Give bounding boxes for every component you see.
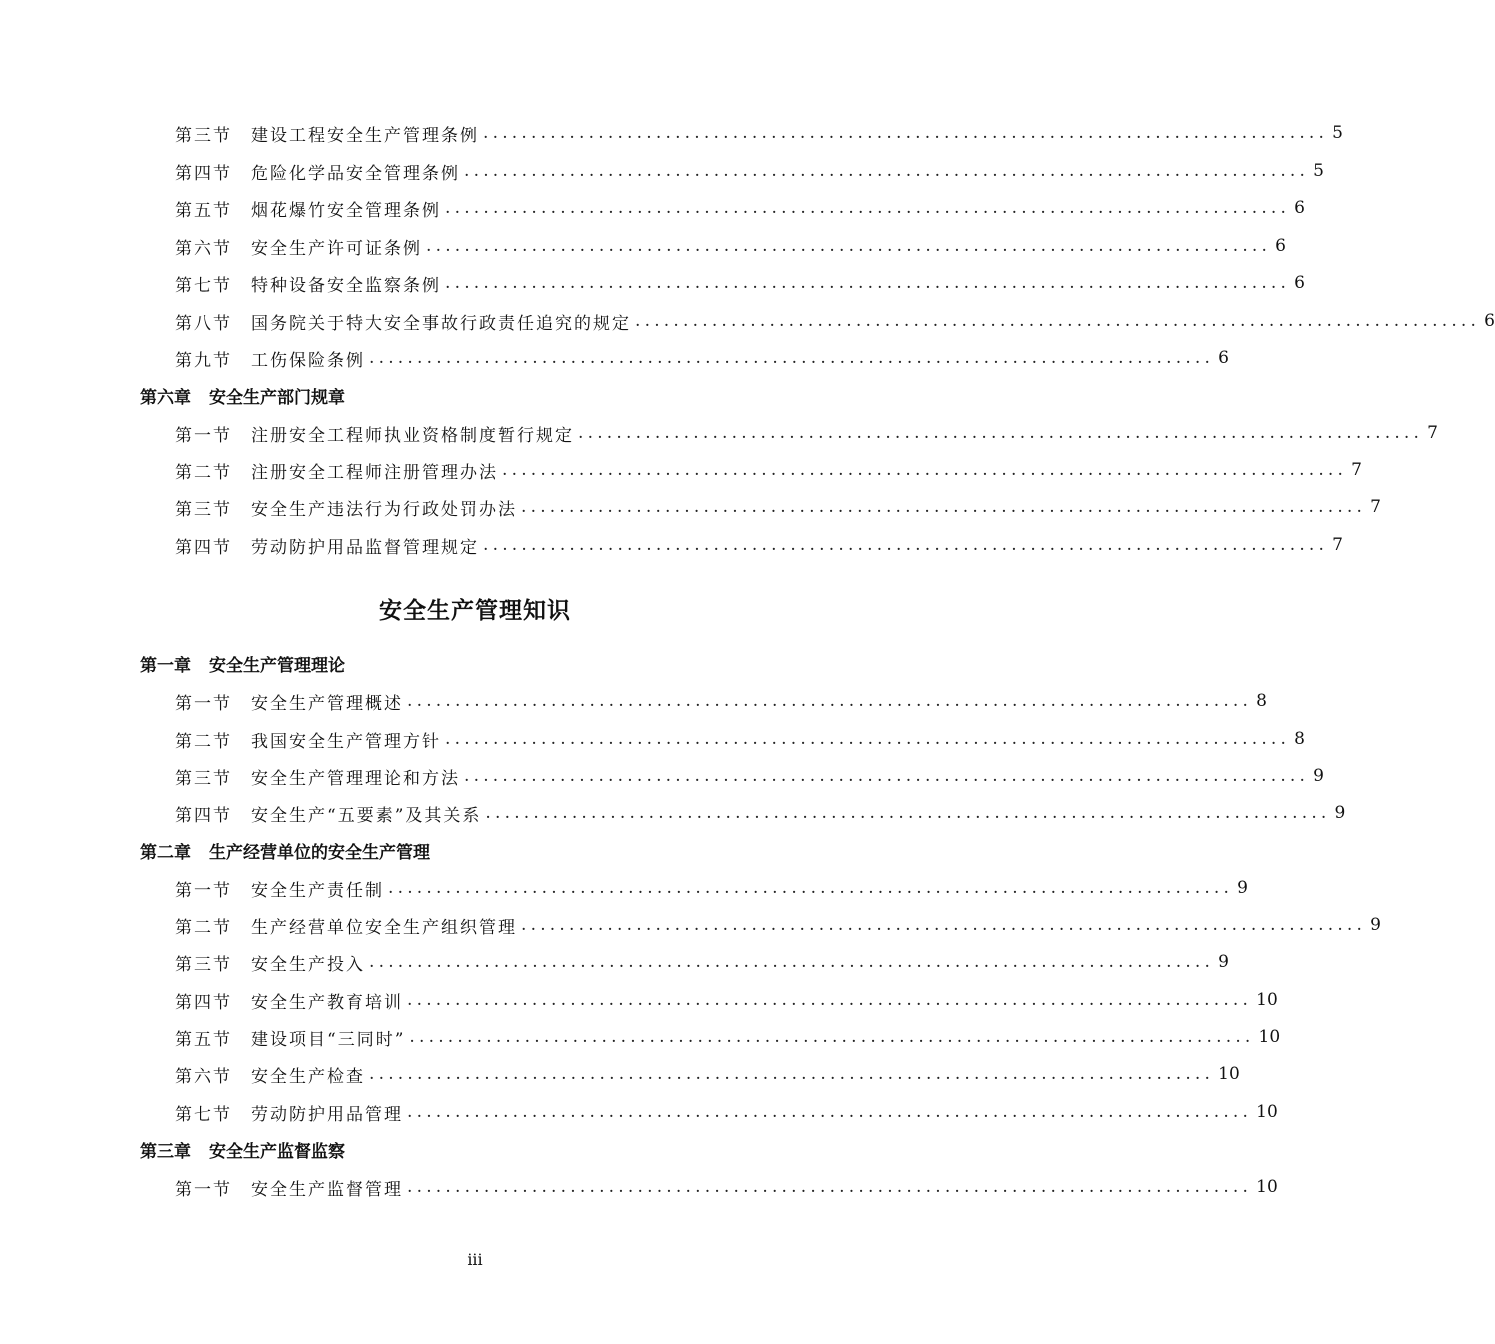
- section-title: 建设工程安全生产管理条例: [251, 125, 479, 146]
- page-ref: 10: [1256, 1102, 1278, 1122]
- dot-leader: ........................................................................................: [483, 123, 1329, 143]
- dot-leader: ........................................................................................: [464, 161, 1310, 181]
- section-number: 第五节: [175, 1029, 232, 1050]
- chapter-heading[interactable]: [140, 838, 430, 862]
- dot-leader: ........................................................................................: [407, 691, 1253, 711]
- chapter-title: 安全生产管理理论: [209, 655, 345, 676]
- toc-entry[interactable]: [175, 346, 1229, 371]
- toc-entry[interactable]: [175, 458, 1362, 483]
- section-number: 第一节: [175, 880, 232, 901]
- toc-entry[interactable]: [175, 988, 1278, 1013]
- page-ref: 9: [1370, 915, 1381, 935]
- page-ref: 7: [1427, 423, 1438, 443]
- toc-entry[interactable]: [175, 121, 1343, 146]
- page-ref: 5: [1313, 161, 1324, 181]
- section-title: 安全生产责任制: [251, 880, 384, 901]
- section-title: 国务院关于特大安全事故行政责任追究的规定: [251, 313, 631, 334]
- section-title: 工伤保险条例: [251, 350, 365, 371]
- section-number: 第九节: [175, 350, 232, 371]
- page-number: iii: [467, 1250, 483, 1269]
- page-ref: 9: [1237, 878, 1248, 898]
- section-number: 第七节: [175, 275, 232, 296]
- toc-entry[interactable]: [175, 950, 1229, 975]
- page-ref: 9: [1334, 803, 1346, 823]
- page-ref: 6: [1484, 311, 1495, 331]
- dot-leader: ........................................................................................: [502, 460, 1348, 480]
- page-ref: 6: [1218, 348, 1229, 368]
- dot-leader: ........................................................................................: [445, 273, 1291, 293]
- dot-leader: ........................................................................................: [485, 803, 1331, 823]
- toc-entry[interactable]: [175, 495, 1381, 520]
- toc-entry[interactable]: [175, 1062, 1240, 1087]
- section-title: 安全生产许可证条例: [251, 238, 422, 259]
- section-number: 第三节: [175, 125, 232, 146]
- page-ref: 7: [1370, 497, 1381, 517]
- section-number: 第三节: [175, 499, 232, 520]
- dot-leader: ........................................................................................: [521, 915, 1367, 935]
- section-title: 安全生产违法行为行政处罚办法: [251, 499, 517, 520]
- section-number: 第一节: [175, 693, 232, 714]
- chapter-heading[interactable]: [140, 651, 345, 675]
- chapter-number: 第二章: [140, 842, 191, 863]
- section-title: 我国安全生产管理方针: [251, 731, 441, 752]
- section-number: 第四节: [175, 992, 232, 1013]
- section-number: 第四节: [175, 163, 232, 184]
- page-ref: 6: [1275, 236, 1286, 256]
- section-title: 安全生产检查: [251, 1066, 365, 1087]
- toc-entry[interactable]: [175, 764, 1324, 789]
- toc-entry[interactable]: [175, 159, 1324, 184]
- dot-leader: ........................................................................................: [407, 990, 1253, 1010]
- section-title: 安全生产投入: [251, 954, 365, 975]
- dot-leader: ........................................................................................: [521, 497, 1367, 517]
- chapter-title: 生产经营单位的安全生产管理: [209, 842, 430, 863]
- section-number: 第二节: [175, 917, 232, 938]
- page-ref: 9: [1218, 952, 1229, 972]
- section-number: 第七节: [175, 1104, 232, 1125]
- toc-entry[interactable]: [175, 876, 1248, 901]
- toc-entry[interactable]: [175, 1175, 1278, 1200]
- page-ref: 5: [1332, 123, 1343, 143]
- dot-leader: ........................................................................................: [483, 535, 1329, 555]
- page-ref: 8: [1294, 729, 1305, 749]
- section-title: 注册安全工程师注册管理办法: [251, 462, 498, 483]
- section-title: 烟花爆竹安全管理条例: [251, 200, 441, 221]
- section-number: 第六节: [175, 1066, 232, 1087]
- dot-leader: ........................................................................................: [445, 729, 1291, 749]
- dot-leader: ........................................................................................: [409, 1027, 1255, 1047]
- section-title: 生产经营单位安全生产组织管理: [251, 917, 517, 938]
- section-number: 第八节: [175, 313, 232, 334]
- section-title: 危险化学品安全管理条例: [251, 163, 460, 184]
- toc-entry[interactable]: [175, 689, 1267, 714]
- page-ref: 7: [1332, 535, 1343, 555]
- chapter-title: 安全生产监督监察: [209, 1141, 345, 1162]
- page-ref: 10: [1256, 1177, 1278, 1197]
- section-title: 建设项目“三同时”: [251, 1029, 406, 1050]
- page-ref: 7: [1351, 460, 1362, 480]
- page-ref: 6: [1294, 198, 1305, 218]
- toc-entry[interactable]: [175, 801, 1346, 826]
- section-number: 第四节: [175, 805, 232, 826]
- toc-entry[interactable]: [175, 1100, 1278, 1125]
- dot-leader: ........................................................................................: [426, 236, 1272, 256]
- page-ref: 10: [1258, 1027, 1281, 1047]
- toc-entry[interactable]: [175, 913, 1381, 938]
- section-number: 第二节: [175, 731, 232, 752]
- section-title: 安全生产“五要素”及其关系: [251, 805, 482, 826]
- section-title: 安全生产管理理论和方法: [251, 768, 460, 789]
- dot-leader: ........................................................................................: [369, 1064, 1215, 1084]
- section-number: 第四节: [175, 537, 232, 558]
- dot-leader: ........................................................................................: [369, 952, 1215, 972]
- page-ref: 9: [1313, 766, 1324, 786]
- chapter-number: 第一章: [140, 655, 191, 676]
- toc-entry[interactable]: [175, 727, 1305, 752]
- dot-leader: ........................................................................................: [407, 1102, 1253, 1122]
- section-number: 第一节: [175, 1179, 232, 1200]
- toc-entry[interactable]: [175, 309, 1495, 334]
- section-number: 第三节: [175, 768, 232, 789]
- toc-entry[interactable]: [175, 196, 1305, 221]
- dot-leader: ........................................................................................: [445, 198, 1291, 218]
- section-number: 第五节: [175, 200, 232, 221]
- section-title: 劳动防护用品管理: [251, 1104, 403, 1125]
- chapter-heading[interactable]: [140, 1137, 345, 1161]
- dot-leader: ........................................................................................: [635, 311, 1481, 331]
- section-number: 第三节: [175, 954, 232, 975]
- section-title: 劳动防护用品监督管理规定: [251, 537, 479, 558]
- section-title: 安全生产监督管理: [251, 1179, 403, 1200]
- dot-leader: ........................................................................................: [464, 766, 1310, 786]
- section-title: 注册安全工程师执业资格制度暂行规定: [251, 425, 574, 446]
- section-number: 第一节: [175, 425, 232, 446]
- toc-entry[interactable]: [175, 533, 1343, 558]
- chapter-number: 第六章: [140, 387, 191, 408]
- toc-entry[interactable]: [175, 234, 1286, 259]
- dot-leader: ........................................................................................: [407, 1177, 1253, 1197]
- section-title: 特种设备安全监察条例: [251, 275, 441, 296]
- chapter-number: 第三章: [140, 1141, 191, 1162]
- chapter-heading[interactable]: [140, 383, 345, 407]
- section-title: 安全生产管理概述: [251, 693, 403, 714]
- section-number: 第二节: [175, 462, 232, 483]
- chapter-title: 安全生产部门规章: [209, 387, 345, 408]
- section-title: 安全生产教育培训: [251, 992, 403, 1013]
- page-ref: 8: [1256, 691, 1267, 711]
- section-number: 第六节: [175, 238, 232, 259]
- page-ref: 10: [1256, 990, 1278, 1010]
- dot-leader: ........................................................................................: [388, 878, 1234, 898]
- toc-entry[interactable]: [175, 1025, 1281, 1050]
- dot-leader: ........................................................................................: [578, 423, 1424, 443]
- toc-entry[interactable]: [175, 421, 1438, 446]
- page-ref: 10: [1218, 1064, 1240, 1084]
- dot-leader: ........................................................................................: [369, 348, 1215, 368]
- part-title: 安全生产管理知识: [379, 597, 571, 624]
- toc-entry[interactable]: [175, 271, 1305, 296]
- page-ref: 6: [1294, 273, 1305, 293]
